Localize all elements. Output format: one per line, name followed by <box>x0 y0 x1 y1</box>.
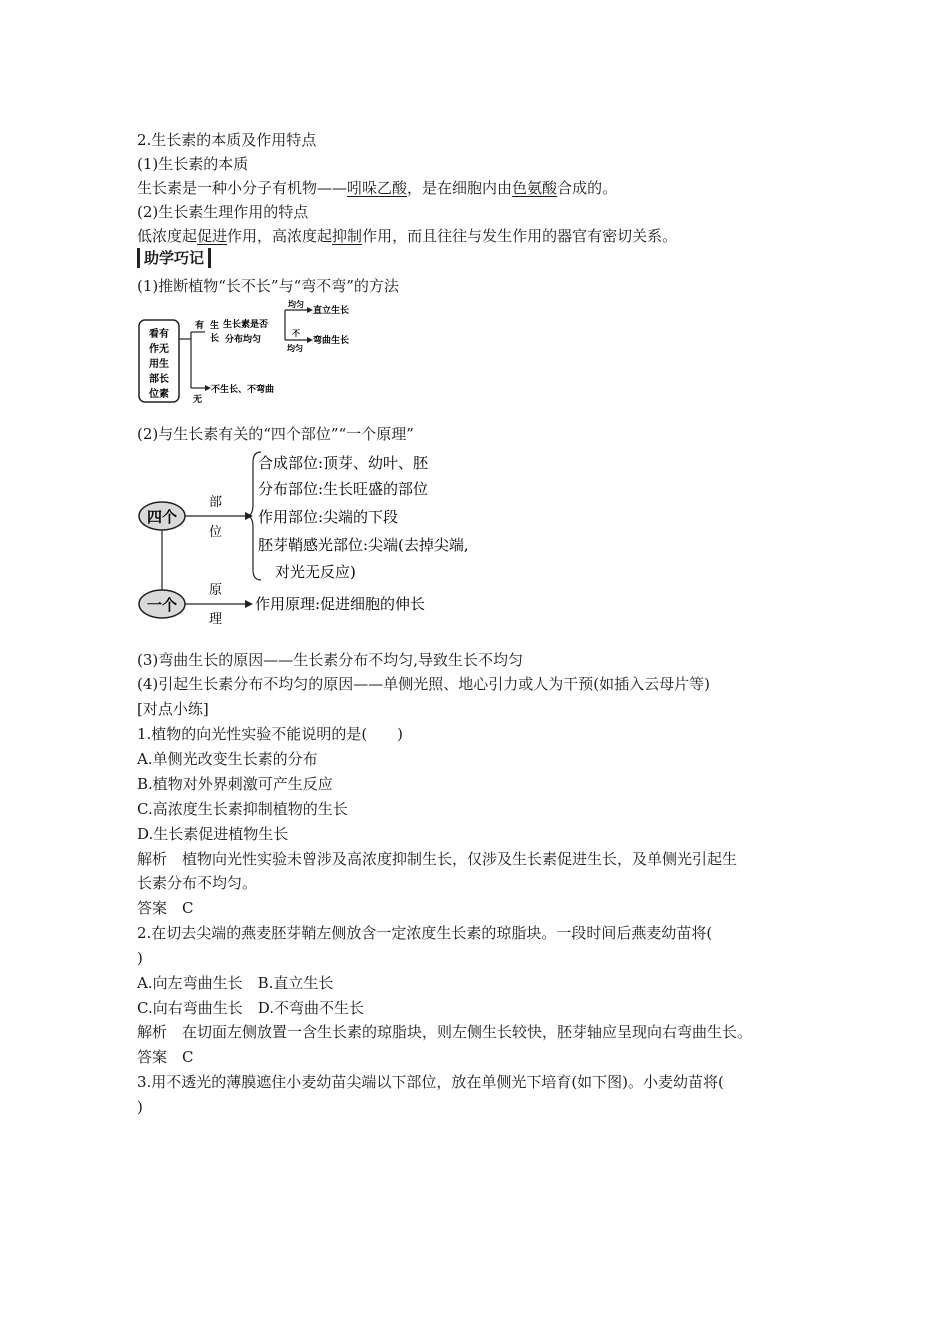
label-bu: 不 <box>292 329 300 338</box>
helper-item-4: (4)引起生长素分布不均匀的原因——单侧光照、地心引力或人为干预(如插入云母片等) <box>137 675 710 693</box>
label-li: 理 <box>209 612 223 627</box>
helper-item-2: (2)与生长素有关的“四个部位”“一个原理” <box>137 425 414 443</box>
result-no-growth: 不生长、不弯曲 <box>211 385 275 395</box>
box-line-4: 部长 <box>149 374 169 385</box>
helper-item-3: (3)弯曲生长的原因——生长素分布不均匀,导致生长不均匀 <box>137 651 524 669</box>
practice-header: [对点小练] <box>137 700 209 718</box>
feature-text: 低浓度起促进作用，高浓度起抑制作用，而且往往与发生作用的器官有密切关系。 <box>137 227 678 245</box>
box-line-5: 位素 <box>149 389 169 400</box>
q1-option-a: A.单侧光改变生长素的分布 <box>137 750 318 768</box>
label-you: 有 <box>195 321 205 331</box>
box-line-1: 看有 <box>149 329 169 340</box>
helper-tag: 助学巧记 <box>137 248 211 268</box>
q2-stem-2: ) <box>137 949 143 967</box>
q1-option-b: B.植物对外界刺激可产生反应 <box>137 775 333 793</box>
label-yige: 一个 <box>146 596 178 614</box>
label-sige: 四个 <box>146 508 178 526</box>
label-wu: 无 <box>193 395 203 405</box>
growth-judgement-diagram <box>137 296 377 408</box>
part-synthesis: 合成部位:顶芽、幼叶、胚 <box>258 454 429 472</box>
q1-option-d: D.生长素促进植物生长 <box>137 825 289 843</box>
q1-explanation: 解析 植物向光性实验未曾涉及高浓度抑制生长，仅涉及生长素促进生长，及单侧光引起生 <box>137 850 738 868</box>
subheading-feature: (2)生长素生理作用的特点 <box>137 203 309 221</box>
label-junyun-2: 均匀 <box>287 344 303 353</box>
helper-item-1: (1)推断植物“长不长”与“弯不弯”的方法 <box>137 277 399 295</box>
part-photosensitive: 胚芽鞘感光部位:尖端(去掉尖端, <box>258 536 469 554</box>
q1-answer: 答案 C <box>137 899 194 917</box>
q3-stem-2: ) <box>137 1098 143 1116</box>
q2-stem: 2.在切去尖端的燕麦胚芽鞘左侧放含一定浓度生长素的琼脂块。一段时间后燕麦幼苗将( <box>137 924 713 942</box>
q1-stem: 1.植物的向光性实验不能说明的是( ) <box>137 725 404 743</box>
question-line-2: 分布均匀 <box>225 335 262 345</box>
q1-explanation-2: 长素分布不均匀。 <box>137 874 258 892</box>
q2-explanation: 解析 在切面左侧放置一含生长素的琼脂块，则左侧生长较快，胚芽轴应呈现向右弯曲生长。 <box>137 1023 753 1041</box>
section-heading: 2.生长素的本质及作用特点 <box>137 131 317 149</box>
label-yuan: 原 <box>209 583 223 598</box>
subheading-nature: (1)生长素的本质 <box>137 155 249 173</box>
label-bu: 部 <box>209 495 223 510</box>
question-line-1: 生长素是否 <box>223 320 269 330</box>
nature-text: 生长素是一种小分子有机物——吲哚乙酸，是在细胞内由色氨酸合成的。 <box>137 179 618 197</box>
label-wei: 位 <box>209 525 223 540</box>
four-parts-diagram <box>137 446 557 634</box>
label-sheng: 生 <box>210 321 220 331</box>
result-straight: 直立生长 <box>313 306 350 316</box>
box-line-2: 作无 <box>149 344 169 355</box>
part-photosensitive-2: 对光无反应) <box>275 563 356 581</box>
q3-stem: 3.用不透光的薄膜遮住小麦幼苗尖端以下部位，放在单侧光下培育(如下图)。小麦幼苗将( <box>137 1073 724 1091</box>
part-action: 作用部位:尖端的下段 <box>258 508 399 526</box>
result-bend: 弯曲生长 <box>313 336 350 346</box>
principle-text: 作用原理:促进细胞的伸长 <box>255 595 426 613</box>
q2-answer: 答案 C <box>137 1048 194 1066</box>
box-line-3: 用生 <box>149 359 169 370</box>
part-distribution: 分布部位:生长旺盛的部位 <box>258 480 429 498</box>
q1-option-c: C.高浓度生长素抑制植物的生长 <box>137 800 348 818</box>
q2-options-cd: C.向右弯曲生长 D.不弯曲不生长 <box>137 999 364 1017</box>
label-zhang: 长 <box>210 334 220 344</box>
label-junyun: 均匀 <box>288 300 304 309</box>
q2-options-ab: A.向左弯曲生长 B.直立生长 <box>137 974 334 992</box>
